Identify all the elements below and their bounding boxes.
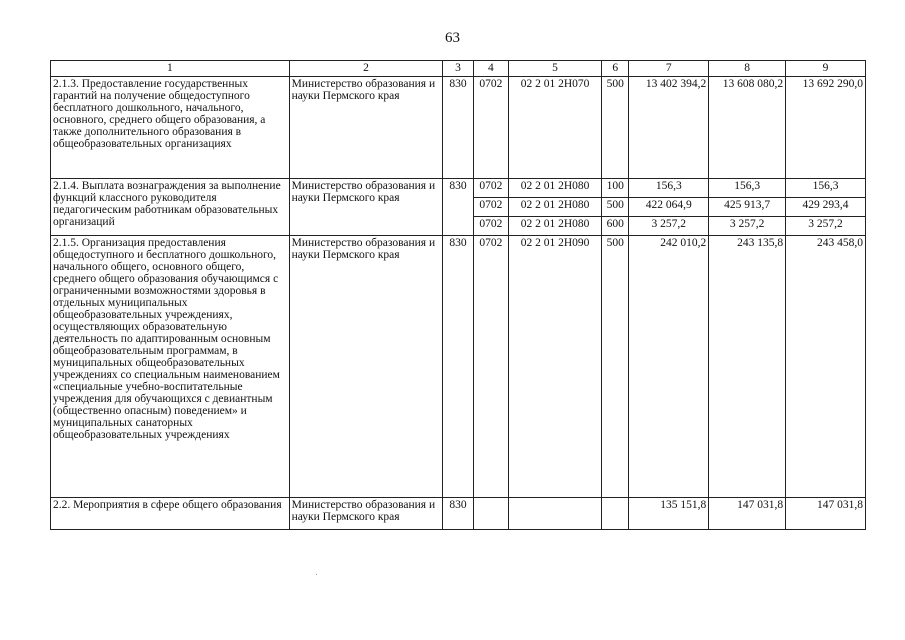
row-ministry: Министерство образования и науки Пермского края [289, 236, 443, 498]
page-number: 63 [445, 30, 460, 46]
col-header-8: 8 [709, 61, 786, 77]
row-ministry: Министерство образования и науки Пермского края [289, 498, 443, 530]
row-year2: 243 135,8 [709, 236, 786, 498]
row-year3: 429 293,4 [786, 198, 866, 217]
row-year3: 156,3 [786, 179, 866, 198]
row-type: 500 [602, 198, 629, 217]
col-header-3: 3 [443, 61, 473, 77]
col-header-9: 9 [786, 61, 866, 77]
row-year1: 422 064,9 [629, 198, 709, 217]
table-row [51, 77, 866, 179]
row-year3: 243 458,0 [786, 236, 866, 498]
row-target [509, 498, 602, 530]
col-header-1: 1 [51, 61, 290, 77]
row-section [473, 498, 508, 530]
table-row [51, 498, 866, 530]
row-grbs: 830 [443, 179, 473, 236]
row-year3: 3 257,2 [786, 217, 866, 236]
row-year3: 147 031,8 [786, 498, 866, 530]
budget-table [50, 60, 866, 530]
row-ministry: Министерство образования и науки Пермского края [289, 77, 443, 179]
col-header-2: 2 [289, 61, 443, 77]
row-year3: 13 692 290,0 [786, 77, 866, 179]
row-year2: 3 257,2 [709, 217, 786, 236]
row-target: 02 2 01 2Н080 [509, 179, 602, 198]
col-header-5: 5 [509, 61, 602, 77]
row-year2: 13 608 080,2 [709, 77, 786, 179]
row-year1: 135 151,8 [629, 498, 709, 530]
table-row [51, 179, 866, 198]
col-header-6: 6 [602, 61, 629, 77]
row-ministry: Министерство образования и науки Пермского края [289, 179, 443, 236]
row-section: 0702 [473, 179, 508, 198]
row-year1: 3 257,2 [629, 217, 709, 236]
table-row [51, 236, 866, 498]
row-section: 0702 [473, 236, 508, 498]
row-year1: 242 010,2 [629, 236, 709, 498]
row-type [602, 498, 629, 530]
row-name: 2.1.3. Предоставление государственных гарантий на получение общедоступного бесплатного дошкольного, начального, основного, среднего общего образования, а также дополнительного образования в общеобразовательных организациях [51, 77, 290, 179]
row-type: 500 [602, 77, 629, 179]
row-name: 2.1.5. Организация предоставления общедоступного и бесплатного дошкольного, начального общего, основного общего, среднего общего образования обучающимся с ограниченными возможностями здоровья в отдельных муниципальных общеобразовательных учреждениях, осуществляющих образовательную деятельность по адаптированным основным общеобразовательным программам, в муниципальных общеобразовательных учреждениях со специальным наименованием «специальные учебно-воспитательные учреждения для обучающихся с девиантным (общественно опасным) поведением» и муниципальных санаторных общеобразовательных учреждениях [51, 236, 290, 498]
row-grbs: 830 [443, 498, 473, 530]
row-section: 0702 [473, 198, 508, 217]
row-year2: 156,3 [709, 179, 786, 198]
row-grbs: 830 [443, 77, 473, 179]
scan-speck [316, 574, 317, 575]
row-year2: 147 031,8 [709, 498, 786, 530]
row-section: 0702 [473, 217, 508, 236]
row-name: 2.1.4. Выплата вознаграждения за выполнение функций классного руководителя педагогическим работникам образовательных организаций [51, 179, 290, 236]
row-type: 600 [602, 217, 629, 236]
col-header-7: 7 [629, 61, 709, 77]
row-year1: 156,3 [629, 179, 709, 198]
row-type: 500 [602, 236, 629, 498]
col-header-4: 4 [473, 61, 508, 77]
row-target: 02 2 01 2Н080 [509, 198, 602, 217]
row-target: 02 2 01 2Н070 [509, 77, 602, 179]
row-name: 2.2. Мероприятия в сфере общего образования [51, 498, 290, 530]
row-target: 02 2 01 2Н080 [509, 217, 602, 236]
row-target: 02 2 01 2Н090 [509, 236, 602, 498]
row-type: 100 [602, 179, 629, 198]
header-row [51, 61, 866, 77]
row-year1: 13 402 394,2 [629, 77, 709, 179]
row-year2: 425 913,7 [709, 198, 786, 217]
row-grbs: 830 [443, 236, 473, 498]
row-section: 0702 [473, 77, 508, 179]
